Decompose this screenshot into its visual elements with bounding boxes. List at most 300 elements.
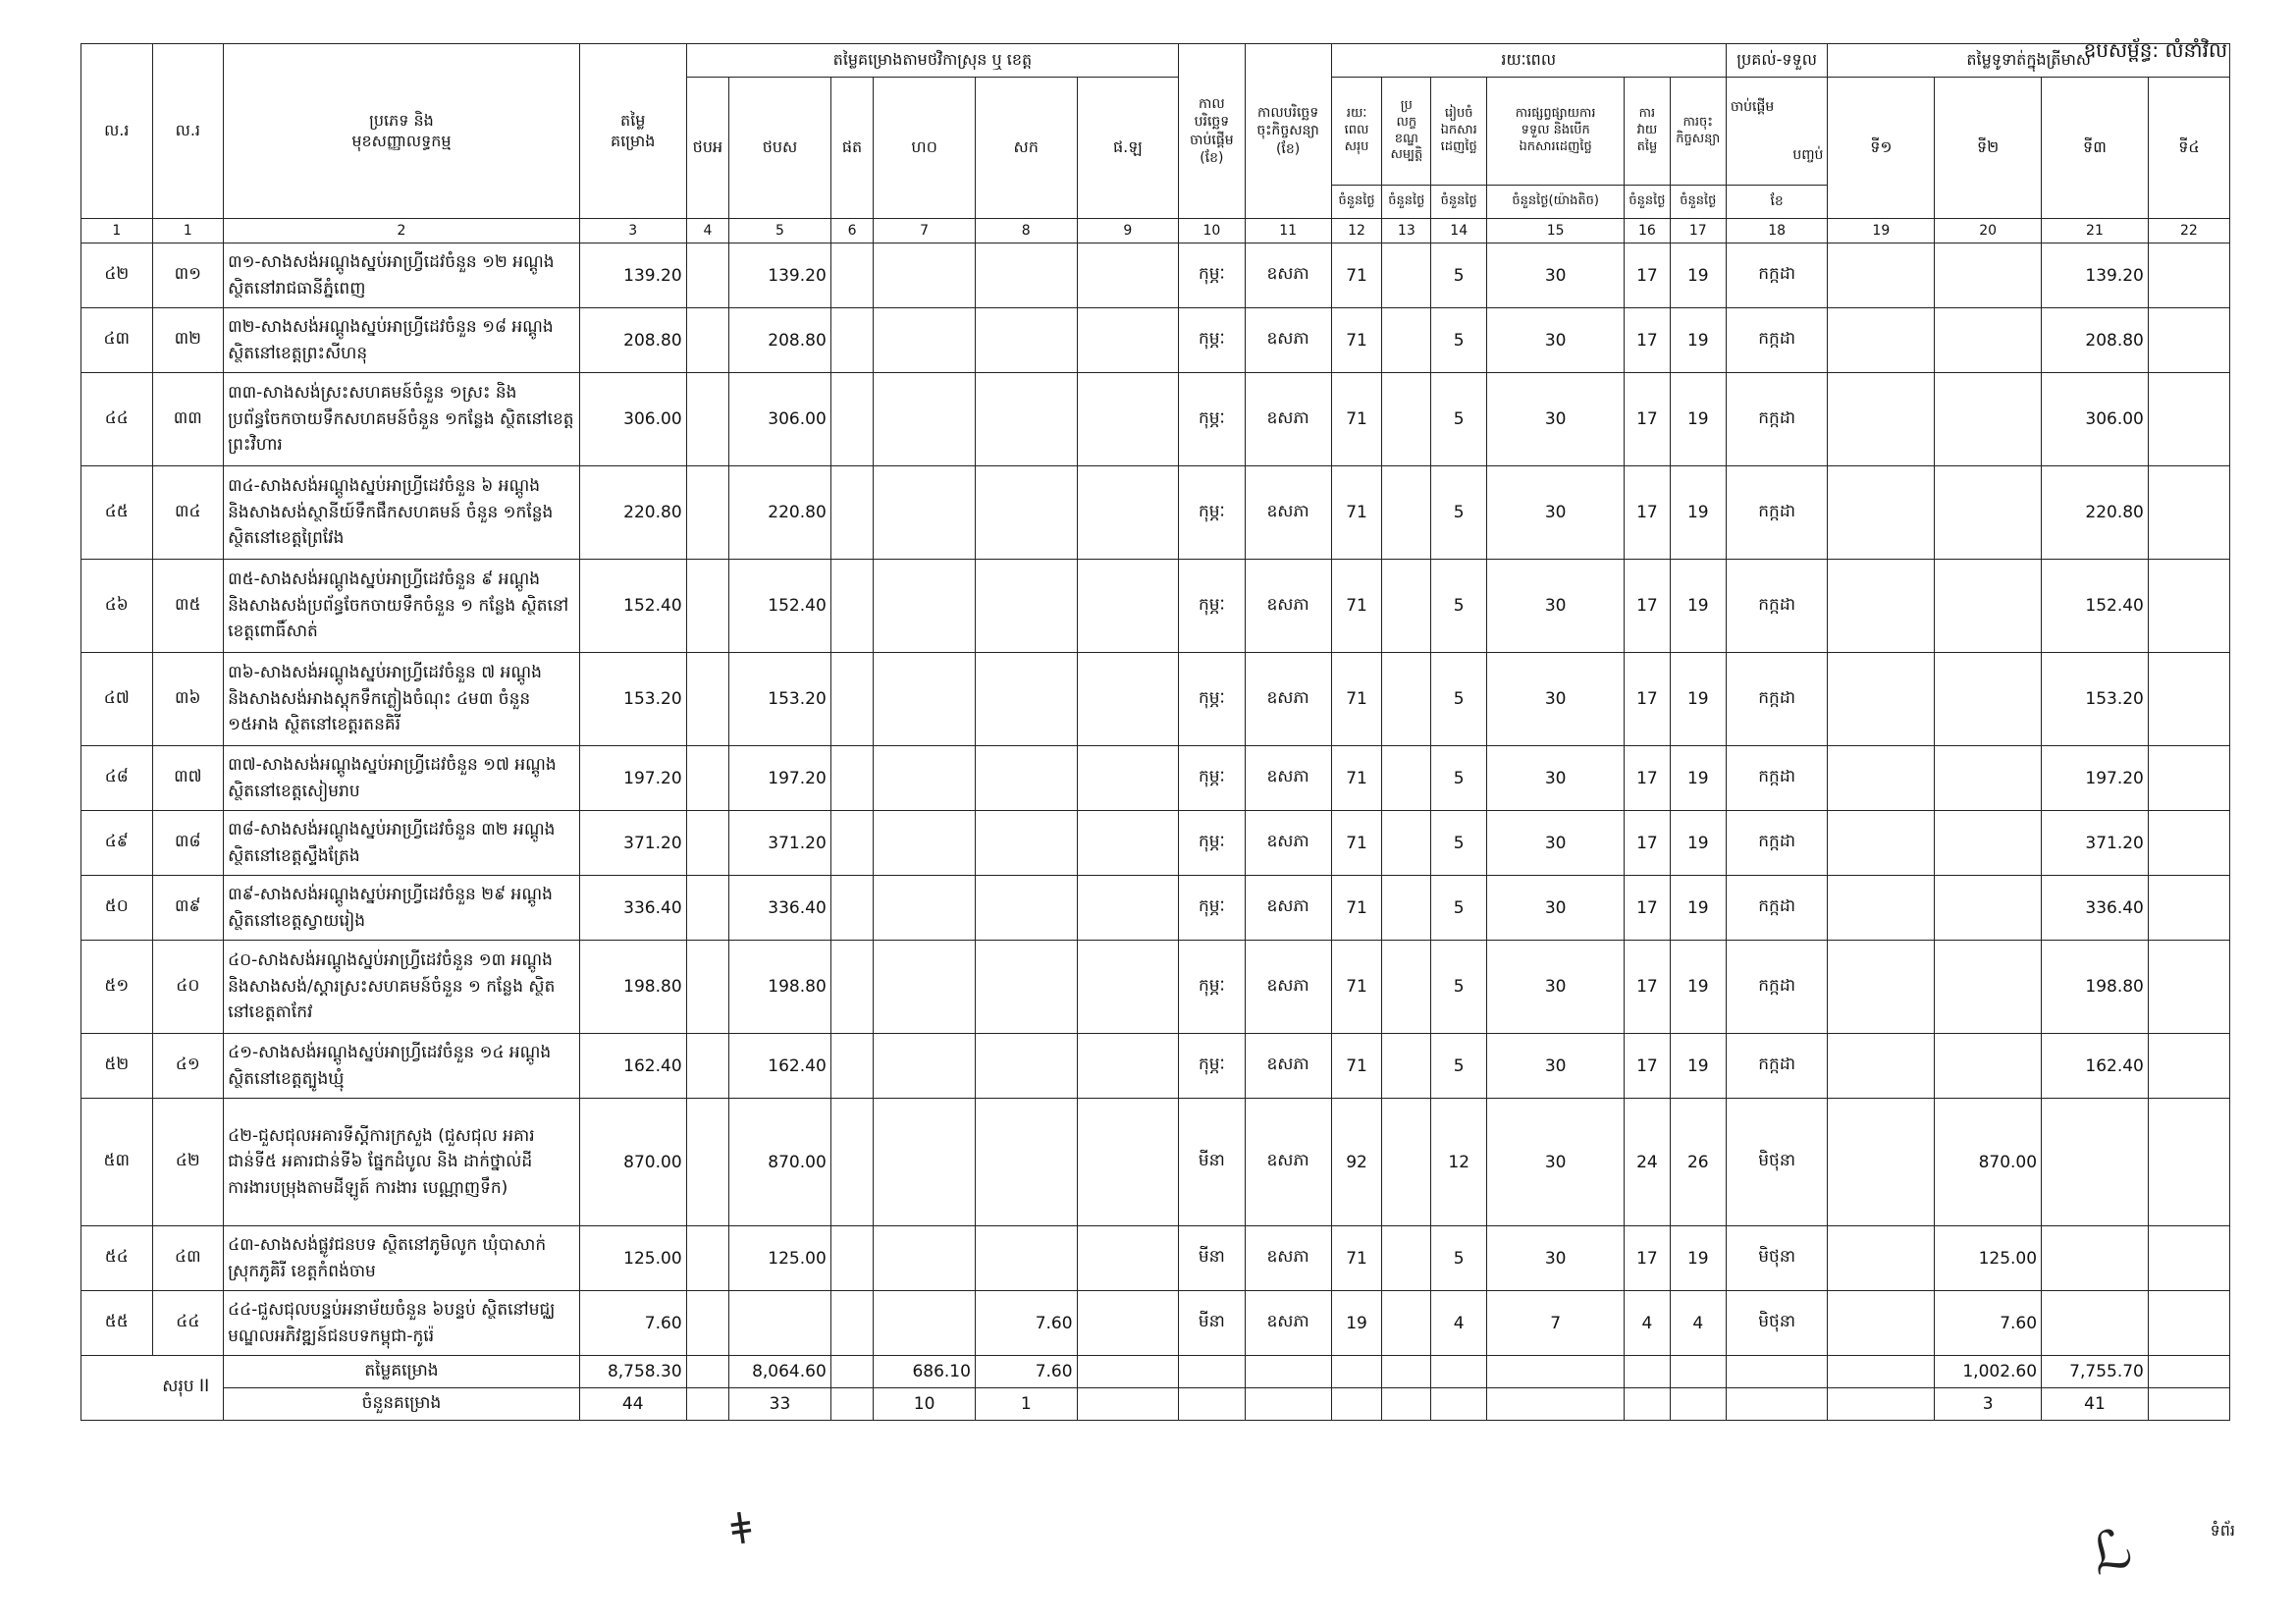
table-row (81, 746, 2230, 811)
row-fund-1 (686, 1099, 729, 1226)
row-duration-evaluate: 17 (1625, 1226, 1671, 1291)
table-row (81, 1291, 2230, 1356)
row-fund-5 (975, 941, 1077, 1034)
row-duration-prepare: 5 (1431, 560, 1487, 653)
row-quarter-1 (1828, 243, 1935, 308)
row-delivery-month: មិថុនា (1726, 1099, 1828, 1226)
row-number: ៤២ (81, 243, 153, 308)
row-quarter-2 (1935, 560, 2042, 653)
row-fund-6 (1077, 876, 1179, 941)
row-duration-total: 71 (1331, 941, 1382, 1034)
row-fund-5 (975, 746, 1077, 811)
table-row (81, 876, 2230, 941)
table-row (81, 308, 2230, 373)
row-fund-5 (975, 466, 1077, 560)
col-number: 16 (1625, 219, 1671, 243)
row-duration-prequal (1382, 308, 1431, 373)
row-delivery-month: កក្កដា (1726, 466, 1828, 560)
row-duration-publish: 30 (1487, 1099, 1625, 1226)
row-start-month: មីនា (1179, 1291, 1245, 1356)
row-contract-month: ឧសភា (1245, 308, 1331, 373)
total-quarter-2: 1,002.60 (1935, 1356, 2042, 1388)
row-quarter-2 (1935, 1034, 2042, 1099)
header-description: ប្រភេទ និង មុខសញ្ញាលទ្ធកម្ម (224, 44, 580, 219)
row-delivery-month: កក្កដា (1726, 811, 1828, 876)
row-duration-evaluate: 17 (1625, 876, 1671, 941)
row-description: ៣៥-សាងសង់អណ្តូងស្នប់អាហ្វ្រីដេវចំនួន ៩ អណ្តូង និងសាងសង់ប្រព័ន្ធចែកចាយទឹកចំនួន ១ កន្លែង ស្ថិតនៅខេត្តពោធិ៍សាត់ (224, 560, 580, 653)
row-fund-1 (686, 243, 729, 308)
row-duration-prepare: 5 (1431, 243, 1487, 308)
row-description: ៣២-សាងសង់អណ្តូងស្នប់អាហ្វ្រីដេវចំនួន ១៨ អណ្តូង ស្ថិតនៅខេត្តព្រះសីហនុ (224, 308, 580, 373)
page-number: ទំព័រ (2210, 1521, 2235, 1540)
row-fund-2: 125.00 (729, 1226, 831, 1291)
row-quarter-4 (2148, 308, 2229, 373)
total-fund-5: 7.60 (975, 1356, 1077, 1388)
col-number: 9 (1077, 219, 1179, 243)
row-duration-contract: 19 (1670, 746, 1726, 811)
count-fund-2: 33 (729, 1388, 831, 1421)
row-start-month: កុម្ភៈ (1179, 1034, 1245, 1099)
row-quarter-3: 152.40 (2042, 560, 2149, 653)
row-fund-4 (874, 1034, 976, 1099)
row-duration-prequal (1382, 1291, 1431, 1356)
row-fund-2: 371.20 (729, 811, 831, 876)
row-sub-number: ៤៤ (152, 1291, 224, 1356)
row-description: ៤៣-សាងសង់ផ្លូវជនបទ ស្ថិតនៅភូមិលូក ឃុំបាសាក់ ស្រុកភូគិរី ខេត្តកំពង់ចាម (224, 1226, 580, 1291)
row-quarter-4 (2148, 941, 2229, 1034)
row-duration-prequal (1382, 653, 1431, 746)
row-start-month: មីនា (1179, 1099, 1245, 1226)
row-duration-contract: 19 (1670, 1226, 1726, 1291)
row-sub-number: ៣៥ (152, 560, 224, 653)
row-duration-prequal (1382, 941, 1431, 1034)
header-unit-prepare: ចំនួនថ្ងៃ (1431, 186, 1487, 219)
total-fund-4: 686.10 (874, 1356, 976, 1388)
table-row (81, 653, 2230, 746)
row-start-month: កុម្ភៈ (1179, 811, 1245, 876)
row-quarter-3: 208.80 (2042, 308, 2149, 373)
row-duration-total: 71 (1331, 308, 1382, 373)
header-quarter-group: តម្លៃទូទាត់ក្នុងត្រីមាស (1828, 44, 2230, 78)
row-fund-5 (975, 876, 1077, 941)
row-quarter-3: 306.00 (2042, 373, 2149, 466)
row-fund-2: 152.40 (729, 560, 831, 653)
row-quarter-3: 197.20 (2042, 746, 2149, 811)
row-quarter-1 (1828, 373, 1935, 466)
annex-label: ឧបសម្ព័ន្ធ: លំនាំវិល (2083, 38, 2227, 62)
row-fund-1 (686, 876, 729, 941)
row-start-month: កុម្ភៈ (1179, 876, 1245, 941)
row-quarter-3 (2042, 1226, 2149, 1291)
row-sub-number: ៣៩ (152, 876, 224, 941)
row-fund-3 (830, 876, 874, 941)
row-duration-total: 19 (1331, 1291, 1382, 1356)
col-number: 15 (1487, 219, 1625, 243)
row-duration-evaluate: 17 (1625, 653, 1671, 746)
row-duration-evaluate: 17 (1625, 1034, 1671, 1099)
row-duration-contract: 19 (1670, 373, 1726, 466)
row-fund-6 (1077, 373, 1179, 466)
header-delivery-group: ប្រគល់-ទទួល (1726, 44, 1828, 78)
row-fund-6 (1077, 653, 1179, 746)
row-cost: 139.20 (579, 243, 686, 308)
row-cost: 306.00 (579, 373, 686, 466)
row-fund-3 (830, 1226, 874, 1291)
count-total: 44 (579, 1388, 686, 1421)
row-fund-1 (686, 373, 729, 466)
row-cost: 220.80 (579, 466, 686, 560)
row-quarter-2 (1935, 653, 2042, 746)
row-cost: 7.60 (579, 1291, 686, 1356)
row-quarter-1 (1828, 811, 1935, 876)
row-quarter-3: 162.40 (2042, 1034, 2149, 1099)
row-quarter-1 (1828, 941, 1935, 1034)
row-delivery-month: កក្កដា (1726, 941, 1828, 1034)
row-duration-prequal (1382, 466, 1431, 560)
table-row (81, 243, 2230, 308)
row-cost: 125.00 (579, 1226, 686, 1291)
header-fund-5: សក (975, 78, 1077, 219)
row-duration-evaluate: 24 (1625, 1099, 1671, 1226)
row-fund-3 (830, 653, 874, 746)
row-fund-2: 336.40 (729, 876, 831, 941)
table-row (81, 1034, 2230, 1099)
row-quarter-2 (1935, 811, 2042, 876)
row-contract-month: ឧសភា (1245, 811, 1331, 876)
table-row (81, 1099, 2230, 1226)
total-quarter-3: 7,755.70 (2042, 1356, 2149, 1388)
row-fund-4 (874, 1291, 976, 1356)
row-fund-6 (1077, 308, 1179, 373)
row-quarter-2 (1935, 876, 2042, 941)
row-duration-total: 92 (1331, 1099, 1382, 1226)
row-delivery-month: កក្កដា (1726, 373, 1828, 466)
row-duration-total: 71 (1331, 243, 1382, 308)
header-delivery-end-label: បញ្ចប់ (1792, 146, 1824, 163)
row-sub-number: ៤០ (152, 941, 224, 1034)
col-number: 8 (975, 219, 1077, 243)
row-fund-5 (975, 653, 1077, 746)
header-unit-total: ចំនួនថ្ងៃ (1331, 186, 1382, 219)
row-description: ៣៦-សាងសង់អណ្តូងស្នប់អាហ្វ្រីដេវចំនួន ៧ អណ្តូង និងសាងសង់អាងស្តុកទឹកភ្លៀងចំណុះ ៤ម៣ ចំនួន ១៥អាង ស្ថិតនៅខេត្តរតនគិរី (224, 653, 580, 746)
row-start-month: កុម្ភៈ (1179, 243, 1245, 308)
row-quarter-1 (1828, 876, 1935, 941)
row-duration-prepare: 5 (1431, 308, 1487, 373)
row-description: ៣៨-សាងសង់អណ្តូងស្នប់អាហ្វ្រីដេវចំនួន ៣២ អណ្តូង ស្ថិតនៅខេត្តស្ទឹងត្រែង (224, 811, 580, 876)
header-duration-publish: ការផ្សព្វផ្សាយការ ទទួល និងបើក ឯកសារដេញថ្លៃ (1487, 78, 1625, 186)
header-unit-evaluate: ចំនួនថ្ងៃ (1625, 186, 1671, 219)
row-duration-publish: 30 (1487, 746, 1625, 811)
row-fund-2: 306.00 (729, 373, 831, 466)
count-fund-5: 1 (975, 1388, 1077, 1421)
row-quarter-2 (1935, 746, 2042, 811)
table-row (81, 811, 2230, 876)
row-duration-publish: 30 (1487, 1226, 1625, 1291)
total-cost-label: តម្លៃគម្រោង (224, 1356, 580, 1388)
row-fund-3 (830, 1099, 874, 1226)
row-quarter-4 (2148, 811, 2229, 876)
row-description: ៤០-សាងសង់អណ្តូងស្នប់អាហ្វ្រីដេវចំនួន ១៣ អណ្តូង និងសាងសង់/ស្តារស្រះសហគមន៍ចំនួន ១ កន្លែង ស្ថិតនៅខេត្តតាកែវ (224, 941, 580, 1034)
row-number: ៥១ (81, 941, 153, 1034)
row-quarter-2 (1935, 373, 2042, 466)
row-fund-1 (686, 941, 729, 1034)
row-quarter-4 (2148, 373, 2229, 466)
col-number: 17 (1670, 219, 1726, 243)
header-delivery-start (1726, 78, 1828, 186)
row-duration-evaluate: 17 (1625, 746, 1671, 811)
table-row (81, 1226, 2230, 1291)
total-count-row (81, 1388, 2230, 1421)
row-fund-4 (874, 373, 976, 466)
count-fund-4: 10 (874, 1388, 976, 1421)
row-quarter-1 (1828, 1099, 1935, 1226)
row-quarter-4 (2148, 1291, 2229, 1356)
row-start-month: កុម្ភៈ (1179, 941, 1245, 1034)
row-fund-3 (830, 560, 874, 653)
row-fund-4 (874, 746, 976, 811)
col-number: 7 (874, 219, 976, 243)
row-fund-5 (975, 1034, 1077, 1099)
row-cost: 152.40 (579, 560, 686, 653)
row-duration-prequal (1382, 1099, 1431, 1226)
header-unit-month: ខែ (1726, 186, 1828, 219)
row-duration-contract: 19 (1670, 466, 1726, 560)
row-description: ៣១-សាងសង់អណ្តូងស្នប់អាហ្វ្រីដេវចំនួន ១២ អណ្តូង ស្ថិតនៅរាជធានីភ្នំពេញ (224, 243, 580, 308)
row-fund-1 (686, 746, 729, 811)
row-duration-total: 71 (1331, 746, 1382, 811)
row-duration-contract: 19 (1670, 243, 1726, 308)
row-number: ៤៨ (81, 746, 153, 811)
row-duration-prepare: 5 (1431, 811, 1487, 876)
table-body (81, 243, 2230, 1356)
row-duration-prepare: 12 (1431, 1099, 1487, 1226)
count-quarter-3: 41 (2042, 1388, 2149, 1421)
row-fund-1 (686, 811, 729, 876)
row-duration-prequal (1382, 811, 1431, 876)
row-duration-total: 71 (1331, 1034, 1382, 1099)
row-fund-4 (874, 243, 976, 308)
row-duration-publish: 30 (1487, 811, 1625, 876)
row-duration-prepare: 5 (1431, 876, 1487, 941)
row-start-month: កុម្ភៈ (1179, 653, 1245, 746)
row-fund-3 (830, 1291, 874, 1356)
total-cost: 8,758.30 (579, 1356, 686, 1388)
row-duration-evaluate: 17 (1625, 466, 1671, 560)
count-quarter-2: 3 (1935, 1388, 2042, 1421)
row-quarter-2: 7.60 (1935, 1291, 2042, 1356)
row-fund-4 (874, 1099, 976, 1226)
row-quarter-3: 139.20 (2042, 243, 2149, 308)
row-duration-contract: 19 (1670, 1034, 1726, 1099)
row-duration-prepare: 5 (1431, 746, 1487, 811)
row-delivery-month: មិថុនា (1726, 1291, 1828, 1356)
row-duration-publish: 30 (1487, 243, 1625, 308)
header-duration-total: រយៈពេល សរុប (1331, 78, 1382, 186)
row-delivery-month: កក្កដា (1726, 746, 1828, 811)
row-cost: 208.80 (579, 308, 686, 373)
row-duration-prepare: 5 (1431, 373, 1487, 466)
row-number: ៤៩ (81, 811, 153, 876)
row-fund-5 (975, 560, 1077, 653)
row-sub-number: ៣៨ (152, 811, 224, 876)
total-count-label: ចំនួនគម្រោង (224, 1388, 580, 1421)
row-fund-2: 162.40 (729, 1034, 831, 1099)
row-duration-evaluate: 17 (1625, 243, 1671, 308)
header-unit-contract: ចំនួនថ្ងៃ (1670, 186, 1726, 219)
row-contract-month: ឧសភា (1245, 941, 1331, 1034)
row-fund-3 (830, 746, 874, 811)
row-contract-month: ឧសភា (1245, 1099, 1331, 1226)
col-number: 11 (1245, 219, 1331, 243)
row-fund-4 (874, 941, 976, 1034)
row-contract-month: ឧសភា (1245, 373, 1331, 466)
row-quarter-2: 125.00 (1935, 1226, 2042, 1291)
row-quarter-1 (1828, 653, 1935, 746)
row-quarter-4 (2148, 746, 2229, 811)
col-number: 3 (579, 219, 686, 243)
row-start-month: កុម្ភៈ (1179, 746, 1245, 811)
row-quarter-4 (2148, 243, 2229, 308)
row-sub-number: ៤១ (152, 1034, 224, 1099)
row-sub-number: ៣៤ (152, 466, 224, 560)
row-quarter-3 (2042, 1099, 2149, 1226)
row-fund-5 (975, 243, 1077, 308)
row-fund-2: 153.20 (729, 653, 831, 746)
header-fund-3: ផត (830, 78, 874, 219)
row-duration-total: 71 (1331, 653, 1382, 746)
row-fund-3 (830, 941, 874, 1034)
row-description: ៤៤-ជួសជុលបន្ទប់អនាម័យចំនួន ៦បន្ទប់ ស្ថិតនៅមជ្ឈមណ្ឌលអភិវឌ្ឍន៍ជនបទកម្ពុជា-កូរ៉េ (224, 1291, 580, 1356)
header-start-month: កាល បរិច្ឆេទ ចាប់ផ្តើម (ខែ) (1179, 44, 1245, 219)
header-contract-month: កាលបរិច្ឆេទ ចុះកិច្ចសន្យា (ខែ) (1245, 44, 1331, 219)
row-fund-6 (1077, 1291, 1179, 1356)
row-fund-3 (830, 243, 874, 308)
row-fund-2: 198.80 (729, 941, 831, 1034)
row-fund-2: 139.20 (729, 243, 831, 308)
header-no-1: ល.រ (81, 44, 153, 219)
row-quarter-3: 153.20 (2042, 653, 2149, 746)
row-cost: 198.80 (579, 941, 686, 1034)
row-duration-prepare: 5 (1431, 1226, 1487, 1291)
row-fund-6 (1077, 941, 1179, 1034)
row-fund-5 (975, 1226, 1077, 1291)
row-duration-prequal (1382, 373, 1431, 466)
total-label: សរុប II (81, 1356, 224, 1421)
row-quarter-4 (2148, 1226, 2229, 1291)
row-delivery-month: មិថុនា (1726, 1226, 1828, 1291)
header-quarter-2: ទី២ (1935, 78, 2042, 219)
row-quarter-3: 371.20 (2042, 811, 2149, 876)
row-contract-month: ឧសភា (1245, 1226, 1331, 1291)
row-duration-contract: 4 (1670, 1291, 1726, 1356)
row-quarter-4 (2148, 560, 2229, 653)
initial-mark: ǂ (727, 1502, 755, 1556)
row-duration-evaluate: 4 (1625, 1291, 1671, 1356)
header-project-cost: តម្លៃ គម្រោង (579, 44, 686, 219)
row-duration-total: 71 (1331, 876, 1382, 941)
header-fund-2: ថបស (729, 78, 831, 219)
col-number: 22 (2148, 219, 2229, 243)
header-duration-prepare: រៀបចំ ឯកសារ ដេញថ្លៃ (1431, 78, 1487, 186)
row-quarter-2 (1935, 466, 2042, 560)
row-fund-5 (975, 1099, 1077, 1226)
row-duration-publish: 30 (1487, 466, 1625, 560)
row-quarter-1 (1828, 1291, 1935, 1356)
row-contract-month: ឧសភា (1245, 466, 1331, 560)
header-unit-publish: ចំនួនថ្ងៃ(យ៉ាងតិច) (1487, 186, 1625, 219)
row-duration-contract: 19 (1670, 876, 1726, 941)
header-quarter-1: ទី១ (1828, 78, 1935, 219)
row-cost: 153.20 (579, 653, 686, 746)
row-fund-4 (874, 308, 976, 373)
row-duration-prequal (1382, 1034, 1431, 1099)
row-contract-month: ឧសភា (1245, 560, 1331, 653)
row-sub-number: ៤៣ (152, 1226, 224, 1291)
row-duration-prequal (1382, 746, 1431, 811)
row-delivery-month: កក្កដា (1726, 243, 1828, 308)
row-quarter-1 (1828, 466, 1935, 560)
row-description: ៤១-សាងសង់អណ្តូងស្នប់អាហ្វ្រីដេវចំនួន ១៤ អណ្តូង ស្ថិតនៅខេត្តត្បូងឃ្មុំ (224, 1034, 580, 1099)
row-duration-publish: 30 (1487, 560, 1625, 653)
col-number: 13 (1382, 219, 1431, 243)
row-duration-evaluate: 17 (1625, 941, 1671, 1034)
row-quarter-1 (1828, 1226, 1935, 1291)
row-fund-3 (830, 466, 874, 560)
row-description: ៤២-ជួសជុលអគារទីស្តីការក្រសួង (ជួសជុល អគារជាន់ទី៥ អគារជាន់ទី៦ ផ្នែកដំបូល និង ដាក់ថ្នាល់ដី ការងារបម្រុងតាមដីឡូត៍ ការងារ បេណ្ណាញទឹក) (224, 1099, 580, 1226)
row-duration-publish: 30 (1487, 941, 1625, 1034)
row-fund-4 (874, 560, 976, 653)
row-delivery-month: កក្កដា (1726, 1034, 1828, 1099)
row-fund-2: 220.80 (729, 466, 831, 560)
row-duration-prepare: 5 (1431, 1034, 1487, 1099)
row-duration-contract: 19 (1670, 941, 1726, 1034)
row-duration-publish: 30 (1487, 1034, 1625, 1099)
row-cost: 197.20 (579, 746, 686, 811)
row-duration-contract: 26 (1670, 1099, 1726, 1226)
row-quarter-3: 336.40 (2042, 876, 2149, 941)
header-funding-group: តម្លៃគម្រោងតាមថវិកាស្រុន ឬ ខេត្ត (686, 44, 1179, 78)
row-sub-number: ៣៣ (152, 373, 224, 466)
row-duration-evaluate: 17 (1625, 560, 1671, 653)
row-fund-5 (975, 308, 1077, 373)
procurement-table-sheet (80, 43, 2230, 1421)
row-duration-publish: 30 (1487, 308, 1625, 373)
row-start-month: មីនា (1179, 1226, 1245, 1291)
row-delivery-month: កក្កដា (1726, 560, 1828, 653)
row-fund-6 (1077, 1099, 1179, 1226)
header-quarter-3: ទី៣ (2042, 78, 2149, 219)
row-fund-6 (1077, 1226, 1179, 1291)
row-start-month: កុម្ភៈ (1179, 466, 1245, 560)
row-number: ៤៣ (81, 308, 153, 373)
row-duration-prepare: 4 (1431, 1291, 1487, 1356)
row-fund-5 (975, 811, 1077, 876)
row-fund-4 (874, 466, 976, 560)
col-number: 18 (1726, 219, 1828, 243)
header-quarter-4: ទី៤ (2148, 78, 2229, 219)
row-contract-month: ឧសភា (1245, 653, 1331, 746)
row-number: ៤៧ (81, 653, 153, 746)
table-row (81, 373, 2230, 466)
row-fund-2: 208.80 (729, 308, 831, 373)
col-number: 1 (81, 219, 153, 243)
row-number: ៥០ (81, 876, 153, 941)
row-duration-prepare: 5 (1431, 653, 1487, 746)
col-number: 2 (224, 219, 580, 243)
row-quarter-4 (2148, 1099, 2229, 1226)
row-duration-evaluate: 17 (1625, 308, 1671, 373)
total-cost-row (81, 1356, 2230, 1388)
